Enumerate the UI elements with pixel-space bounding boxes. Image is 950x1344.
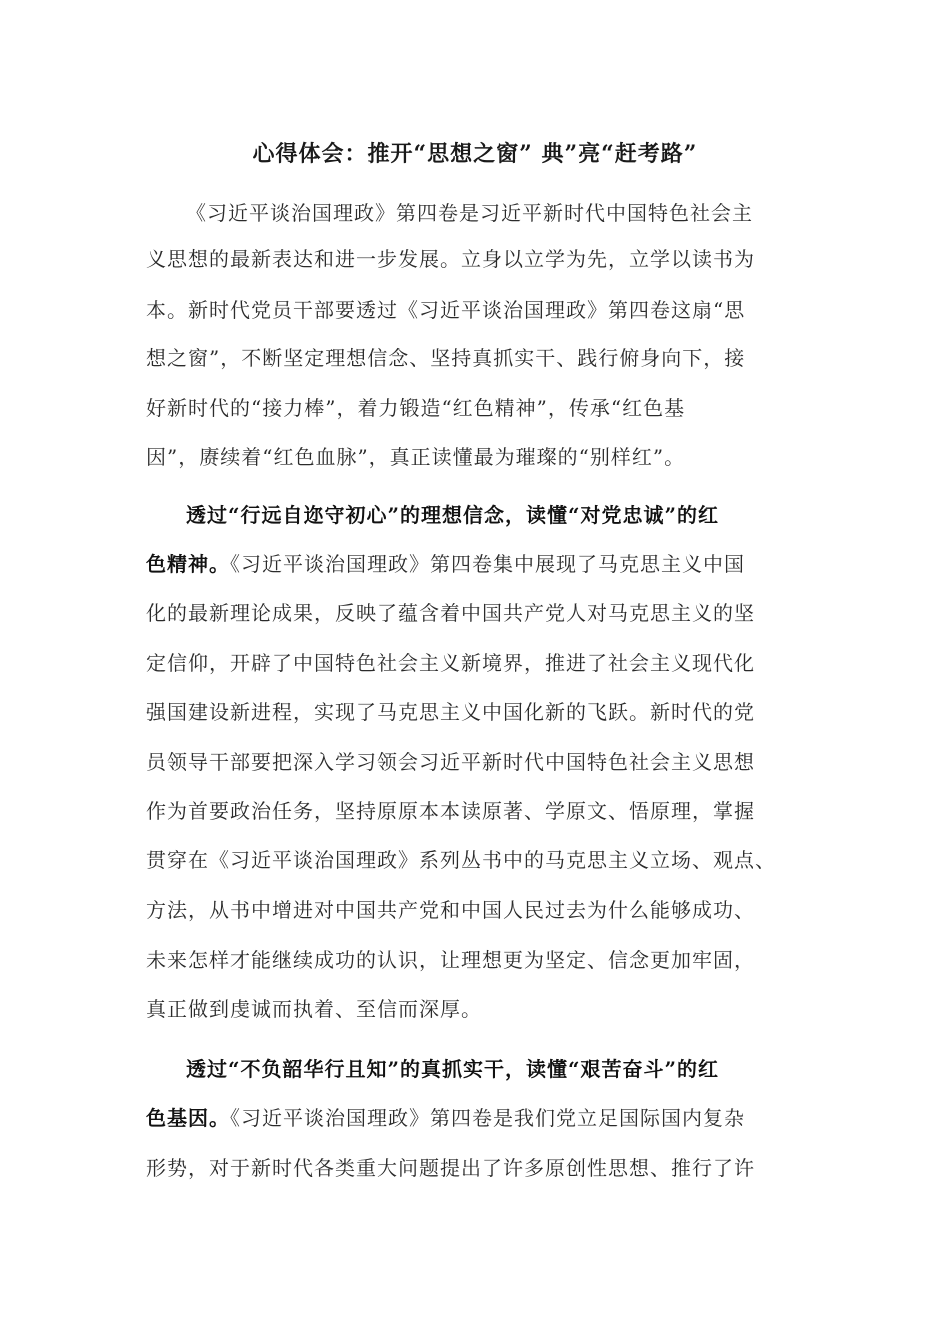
- paragraph3-line: [146, 1102, 745, 1134]
- paragraph1-line: 《习近平谈治国理政》第四卷是习近平新时代中国特色社会主: [186, 201, 753, 225]
- paragraph2-line: 强国建设新进程，实现了马克思主义中国化新的飞跃。新时代的党: [146, 700, 755, 724]
- paragraph1-line: 义思想的最新表达和进一步发展。立身以立学为先，立学以读书为: [146, 247, 755, 271]
- paragraph1-line: 因”，赓续着“红色血脉”，真正读懂最为璀璨的“别样红”。: [146, 445, 686, 469]
- section-heading-text: 透过“行远自迩守初心”的理想信念，读懂“对党忠诚”的红: [186, 503, 720, 527]
- section-heading-text: 透过“不负韶华行且知”的真抓实干，读懂“艰苦奋斗”的红: [186, 1057, 720, 1081]
- paragraph3-text: 《习近平谈治国理政》第四卷是我们党立足国际国内复杂: [230, 1106, 745, 1130]
- paragraph2-line: 真正做到虔诚而执着、至信而深厚。: [146, 997, 482, 1021]
- page-title: 心得体会：推开“思想之窗” 典”亮“赶考路”: [252, 141, 698, 167]
- section-heading-text: 色基因。: [146, 1106, 230, 1130]
- section-heading: [186, 499, 719, 531]
- paragraph2-line: 作为首要政治任务，坚持原原本本读原著、学原文、悟原理，掌握: [146, 799, 755, 823]
- paragraph2-line: 未来怎样才能继续成功的认识，让理想更为坚定、信念更加牢固，: [146, 948, 755, 972]
- section-heading-text: 色精神。: [146, 552, 230, 576]
- section-heading: [186, 1053, 719, 1085]
- paragraph2-line: 化的最新理论成果，反映了蕴含着中国共产党人对马克思主义的坚: [146, 601, 755, 625]
- paragraph2-line: 员领导干部要把深入学习领会习近平新时代中国特色社会主义思想: [146, 750, 755, 774]
- paragraph2-line: 方法，从书中增进对中国共产党和中国人民过去为什么能够成功、: [146, 898, 755, 922]
- paragraph1-line: 想之窗”，不断坚定理想信念、坚持真抓实干、践行俯身向下，接: [146, 346, 746, 370]
- paragraph2-text: 《习近平谈治国理政》第四卷集中展现了马克思主义中国: [230, 552, 745, 576]
- paragraph3-line: 形势，对于新时代各类重大问题提出了许多原创性思想、推行了许: [146, 1156, 755, 1180]
- paragraph1-line: 本。新时代党员干部要透过《习近平谈治国理政》第四卷这扇“思: [146, 298, 746, 322]
- paragraph1-line: 好新时代的“接力棒”，着力锻造“红色精神”，传承“红色基: [146, 396, 686, 420]
- paragraph2-line: [146, 548, 745, 580]
- paragraph2-line: 贯穿在《习近平谈治国理政》系列丛书中的马克思主义立场、观点、: [146, 848, 776, 872]
- paragraph2-line: 定信仰，开辟了中国特色社会主义新境界，推进了社会主义现代化: [146, 651, 755, 675]
